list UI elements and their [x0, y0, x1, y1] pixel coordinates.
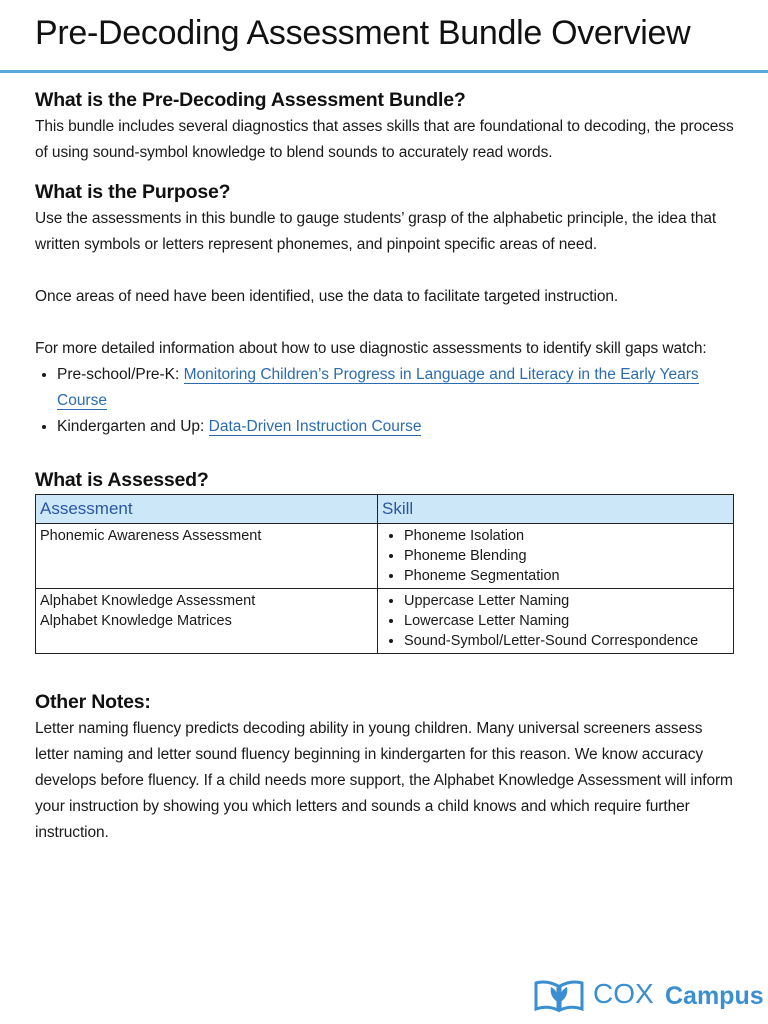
monitoring-progress-course-link[interactable]: Monitoring Children’s Progress in Language and Literacy in the Early Years Course [57, 366, 699, 409]
list-item [57, 414, 735, 440]
table-row [36, 589, 734, 654]
page-title: Pre-Decoding Assessment Bundle Overview [35, 14, 691, 52]
skill-item: • Sound-Symbol/Letter-Sound Correspondence [404, 631, 729, 651]
logo-cox-text: COX [593, 978, 654, 1009]
section-heading-assessed: What is Assessed? [35, 469, 209, 491]
column-header-assessment: Assessment [36, 495, 378, 524]
table-row [36, 524, 734, 589]
document-body [35, 86, 735, 846]
purpose-paragraph-2: Once areas of need have been identified, use the data to facilitate targeted instruction. [35, 288, 619, 305]
skill-cell [378, 524, 734, 589]
section-heading-notes: Other Notes: [35, 691, 151, 713]
open-book-leaf-icon [533, 977, 585, 1015]
assessment-name: Alphabet Knowledge Assessment [40, 593, 256, 609]
assessment-cell [36, 524, 378, 589]
notes-paragraph: Letter naming fluency predicts decoding ability in young children. Many universal screeners assess letter naming and letter sound fluency beginning in kindergarten for this reason. We know accuracy develops before fluency. If a child needs more support, the Alphabet Knowledge Assessment will inform your instruction by showing you which letters and sounds a child knows and which require further instruction. [35, 720, 733, 841]
link-prefix: Kindergarten and Up: [57, 418, 209, 435]
title-divider [0, 70, 768, 73]
skill-item: • Uppercase Letter Naming [404, 591, 729, 611]
section-heading-purpose: What is the Purpose? [35, 181, 231, 203]
assessment-name: Alphabet Knowledge Matrices [40, 613, 232, 629]
skill-item: • Lowercase Letter Naming [404, 611, 729, 631]
skill-item: • Phoneme Segmentation [404, 566, 729, 586]
assessment-cell [36, 589, 378, 654]
purpose-paragraph-1: Use the assessments in this bundle to gauge students’ grasp of the alphabetic principle, the idea that written symbols or letters represent phonemes, and pinpoint specific areas of need. [35, 210, 717, 253]
skill-item: • Phoneme Isolation [404, 526, 729, 546]
assessment-name: Phonemic Awareness Assessment [40, 528, 262, 544]
list-item [57, 362, 735, 414]
purpose-paragraph-3: For more detailed information about how to use diagnostic assessments to identify skill gaps watch: [35, 340, 707, 357]
course-link-list [35, 362, 735, 440]
skill-item: • Phoneme Blending [404, 546, 729, 566]
column-header-skill: Skill [378, 495, 734, 524]
section-heading-bundle: What is the Pre-Decoding Assessment Bundle? [35, 89, 466, 111]
link-prefix: Pre-school/Pre-K: [57, 366, 184, 383]
logo-campus-text: Campus [665, 982, 764, 1010]
cox-campus-logo [533, 976, 763, 1016]
data-driven-instruction-course-link[interactable]: Data-Driven Instruction Course [208, 418, 422, 435]
assessment-table [35, 494, 734, 654]
bundle-description: This bundle includes several diagnostics that asses skills that are foundational to decoding, the process of using sound-symbol knowledge to blend sounds to accurately read words. [35, 118, 734, 161]
skill-cell [378, 589, 734, 654]
